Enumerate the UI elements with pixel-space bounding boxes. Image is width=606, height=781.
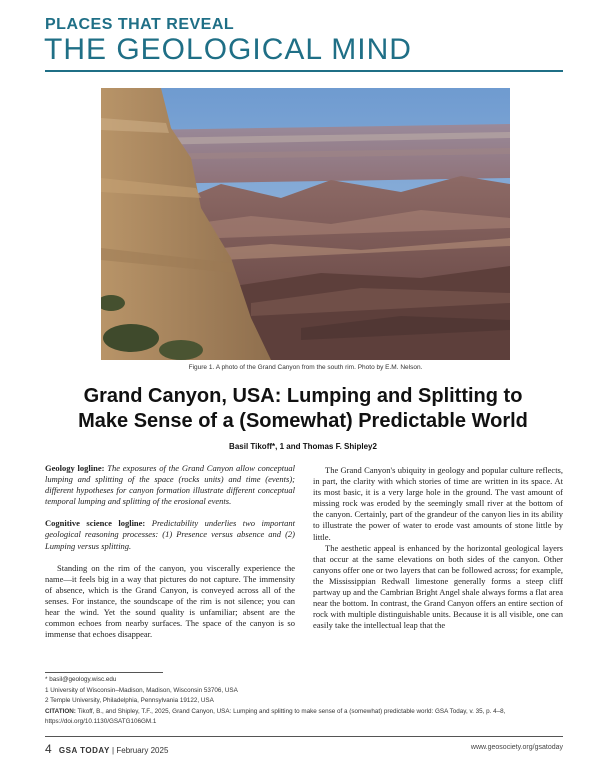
footer-separator: | [112,746,115,755]
footnote-affiliation-1: 1 University of Wisconsin–Madison, Madison, Wisconsin 53706, USA [45,686,238,694]
footer-left [45,742,168,756]
article-title-line-2: Make Sense of a (Somewhat) Predictable World [78,410,528,432]
figure-caption: Figure 1. A photo of the Grand Canyon from the south rim. Photo by E.M. Nelson. [188,364,423,371]
citation-text: Tikoff, B., and Shipley, T.F., 2025, Grand Canyon, USA: Lumping and splitting to make sense of a (somewhat) predictable world: GSA Today, v. 35, p. 4–8, [77,707,506,715]
footnote-email: * basil@geology.wisc.edu [45,676,117,683]
footer-divider [45,736,563,737]
issue-date: February 2025 [116,746,169,755]
cognitive-logline-label: Cognitive science logline: [45,518,146,529]
footnote-affiliation-2: 2 Temple University, Philadelphia, Pennsylvania 19122, USA [45,697,214,704]
geology-logline-label: Geology logline: [45,463,105,473]
geology-logline-text: The exposures of the Grand Canyon allow conceptual lumping and splitting of the space (rocks units) and time (events); different hypotheses for canyon formation illustrate different conceptual temporal lumping and splitting of the erosional events. [45,463,295,507]
citation-label: CITATION: [45,707,76,715]
series-title: THE GEOLOGICAL MIND [44,33,412,66]
right-column [313,465,563,631]
body-paragraph: Standing on the rim of the canyon, you viscerally experience the name—it feels big in a way that pictures do not capture. The immensity of absence, which is the Grand Canyon, is conveyed across all of the senses. For instance, the soundscape of the rim is not silence; you can hear the wind. Yet the sound quality is unfamiliar; absent are the common echoes from nearby surfaces. The space of the canyon is so immense that echoes disappear. [45,562,295,640]
article-title-line-1: Grand Canyon, USA: Lumping and Splitting to [83,385,523,407]
article-title [40,384,566,434]
journal-website-link[interactable]: www.geosociety.org/gsatoday [470,744,563,751]
left-column [45,463,295,640]
page-number: 4 [45,742,52,756]
body-paragraph: The aesthetic appeal is enhanced by the horizontal geological layers that occur at the same elevations on both sides of the canyon. Other canyons offer one or two layers that can be followed across; for example, the Mississippian Redwall limestone generally forms a steep cliff partway up and the Cambrian Bright Angel shale always forms a flat area near the bottom. In contrast, the Grand Canyon offers an entire section of rock with multiple distinguishable units. Because it is all visible, one can easily take the intellectual leap that the [313,542,563,631]
cognitive-logline [45,518,295,551]
cognitive-logline-text: Predictability underlies two important geological reasoning processes: (1) Presence versus absence and (2) Lumping versus splitting. [45,518,296,551]
footnotes [45,675,565,728]
body-paragraph: The Grand Canyon's ubiquity in geology and popular culture reflects, in part, the clarity with which stories of time are written in its space. At its most basic, it is a very large hole in the ground. The vast amount of missing rock was eroded by the seemingly small river at the bottom of the canyon. Certainly, part of the grandeur of the canyon lies in its ability to illustrate the power of water to erode vast amounts of stone little by little. [313,465,563,542]
grand-canyon-photo [101,88,510,360]
series-kicker: PLACES THAT REVEAL [45,16,235,33]
footnote-divider [45,672,163,673]
journal-name: GSA TODAY [58,746,110,755]
geology-logline [45,463,295,507]
header-divider [45,70,563,72]
citation [45,707,565,718]
article-authors: Basil Tikoff*, 1 and Thomas F. Shipley2 [229,442,377,451]
doi-link[interactable]: https://doi.org/10.1130/GSATG106GM.1 [45,718,157,725]
